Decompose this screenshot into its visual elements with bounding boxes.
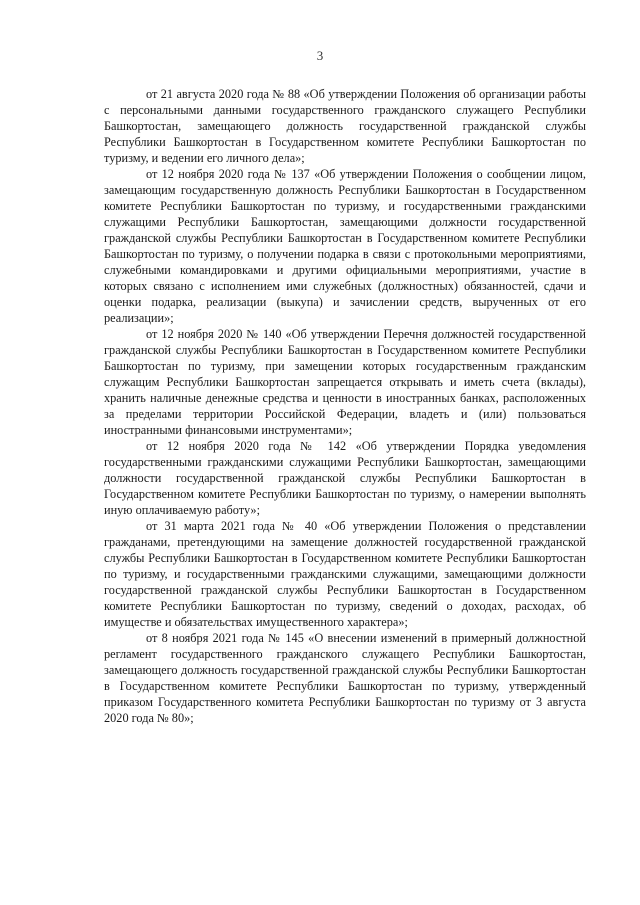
document-body bbox=[104, 86, 586, 726]
paragraph-order-142: от 12 ноября 2020 года № 142 «Об утверждении Порядка уведомления государственными гражданскими служащими Республики Башкортостан, замещающими должности государственной гражданской службы Республики Башкортостан в Государственном комитете Республики Башкортостан по туризму, о намерении выполнять иную оплачиваемую работу»; bbox=[104, 439, 586, 517]
paragraph-order-40: от 31 марта 2021 года № 40 «Об утверждении Положения о представлении гражданами, претендующими на замещение должностей государственной гражданской службы Республики Башкортостан в Государственном комитете Республики Башкортостан по туризму, и государственными гражданскими служащими, замещающими должности государственной гражданской службы Республики Башкортостан в Государственном комитете Республики Башкортостан по туризму, сведений о доходах, расходах, об имуществе и обязательствах имущественного характера»; bbox=[104, 519, 586, 629]
paragraph-order-88: от 21 августа 2020 года № 88 «Об утверждении Положения об организации работы с персональными данными государственного гражданского служащего Республики Башкортостан, замещающего должность государственной гражданской службы Республики Башкортостан в Государственном комитете Республики Башкортостан по туризму, и ведении его личного дела»; bbox=[104, 87, 586, 165]
paragraph-order-137: от 12 ноября 2020 года № 137 «Об утверждении Положения о сообщении лицом, замещающим государственную должность Республики Башкортостан в Государственном комитете Республики Башкортостан по туризму, и государственными гражданскими служащими Республики Башкортостан, замещающими должности государственной гражданской службы Республики Башкортостан в Государственном комитете Республики Башкортостан по туризму, о получении подарка в связи с протокольными мероприятиями, служебными командировками и другими официальными мероприятиями, участие в которых связано с исполнением ими служебных (должностных) обязанностей, сдачи и оценки подарка, реализации (выкупа) и зачислении средств, вырученных от его реализации»; bbox=[104, 167, 586, 325]
page-number: 3 bbox=[316, 48, 324, 63]
paragraph-order-145: от 8 ноября 2021 года № 145 «О внесении изменений в примерный должностной регламент государственного гражданского служащего Республики Башкортостан, замещающего должность государственной гражданской службы Республики Башкортостан в Государственном комитете Республики Башкортостан по туризму, утвержденный приказом Государственного комитета Республики Башкортостан по туризму от 3 августа 2020 года № 80»; bbox=[104, 631, 586, 725]
paragraph-order-140: от 12 ноября 2020 № 140 «Об утверждении Перечня должностей государственной гражданской службы Республики Башкортостан в Государственном комитете Республики Башкортостан по туризму, при замещении которых государственным гражданским служащим Республики Башкортостан запрещается открывать и иметь счета (вклады), хранить наличные денежные средства и ценности в иностранных банках, расположенных за пределами территории Российской Федерации, владеть и (или) пользоваться иностранными финансовыми инструментами»; bbox=[104, 327, 586, 437]
